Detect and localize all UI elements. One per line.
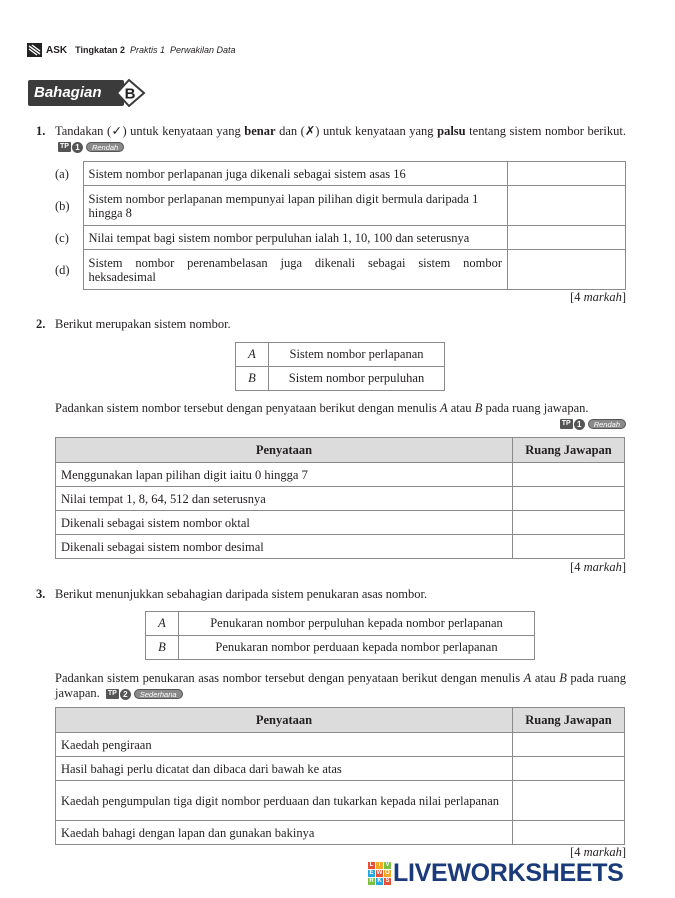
q3-number: 3. xyxy=(36,587,46,601)
q3-option-key: B xyxy=(146,636,179,660)
q3-answer-cell[interactable] xyxy=(513,757,625,781)
q3-row-text: Kaedah bahagi dengan lapan dan gunakan bakinya xyxy=(56,821,513,845)
q2-table xyxy=(55,437,625,559)
q1-answer-cell[interactable] xyxy=(508,250,626,290)
q1-row xyxy=(55,250,626,290)
section-word: Bahagian xyxy=(34,84,102,101)
q3-table xyxy=(55,707,625,845)
q1-table xyxy=(55,161,626,290)
q2-row-text: Menggunakan lapan pilihan digit iaitu 0 hingga 7 xyxy=(56,463,513,487)
q2-row xyxy=(56,463,625,487)
q1-row-text: Sistem nombor perlapanan mempunyai lapan pilihan digit bermula daripada 1 hingga 8 xyxy=(83,186,508,226)
q2-marks: [4 markah] xyxy=(570,560,626,574)
q3-option-row xyxy=(146,612,535,636)
q3-row xyxy=(56,821,625,845)
q3-option-key: A xyxy=(146,612,179,636)
section-letter-badge xyxy=(116,79,146,107)
q2-row-text: Dikenali sebagai sistem nombor desimal xyxy=(56,535,513,559)
q1-row xyxy=(55,162,626,186)
q1-answer-cell[interactable] xyxy=(508,162,626,186)
q3-intro: Berikut menunjukkan sebahagian daripada sistem penukaran asas nombor. xyxy=(55,587,428,601)
q1-row-text: Sistem nombor perlapanan juga dikenali sebagai sistem asas 16 xyxy=(83,162,508,186)
section-letter: B xyxy=(124,85,136,103)
q3-options-table xyxy=(145,611,535,660)
q3-option-row xyxy=(146,636,535,660)
q2-row xyxy=(56,535,625,559)
q2-answer-cell[interactable] xyxy=(513,463,625,487)
tp1-tag: TP 1 Rendah xyxy=(58,142,124,153)
watermark-text: LIVEWORKSHEETS xyxy=(393,859,624,887)
q3-marks: [4 markah] xyxy=(570,845,626,859)
q2-col-statement: Penyataan xyxy=(56,438,513,463)
q1-intro: Tandakan (✓) untuk kenyataan yang benar dan (✗) untuk kenyataan yang palsu tentang sistem nombor berikut. TP 1 Rendah xyxy=(55,124,626,153)
q3-row xyxy=(56,757,625,781)
q3-row xyxy=(56,733,625,757)
q3-col-statement: Penyataan xyxy=(56,708,513,733)
topic-label: Perwakilan Data xyxy=(170,45,236,55)
q2-option-value: Sistem nombor perpuluhan xyxy=(269,367,445,391)
page-header xyxy=(27,43,241,57)
q1-answer-cell[interactable] xyxy=(508,186,626,226)
q1-row-label: (d) xyxy=(55,262,70,277)
section-badge xyxy=(28,80,146,106)
q2-intro: Berikut merupakan sistem nombor. xyxy=(55,317,231,331)
level-label: Tingkatan 2 xyxy=(75,45,125,55)
q3-row-text: Kaedah pengiraan xyxy=(56,733,513,757)
q2-option-row xyxy=(236,367,445,391)
q3-answer-cell[interactable] xyxy=(513,733,625,757)
brand-label: ASK xyxy=(46,44,68,56)
q3-option-value: Penukaran nombor perpuluhan kepada nombor perlapanan xyxy=(179,612,535,636)
q3-option-value: Penukaran nombor perduaan kepada nombor perlapanan xyxy=(179,636,535,660)
q3-col-answer: Ruang Jawapan xyxy=(513,708,625,733)
q1-row-label: (b) xyxy=(55,198,70,213)
q1-row-text: Nilai tempat bagi sistem nombor perpuluhan ialah 1, 10, 100 dan seterusnya xyxy=(83,226,508,250)
q1-number: 1. xyxy=(36,124,46,138)
q2-instruction: Padankan sistem nombor tersebut dengan penyataan berikut dengan menulis A atau B pada ruang jawapan. xyxy=(55,401,589,415)
q2-header-row xyxy=(56,438,625,463)
q2-col-answer: Ruang Jawapan xyxy=(513,438,625,463)
liveworksheets-logo xyxy=(368,859,624,888)
q2-answer-cell[interactable] xyxy=(513,535,625,559)
q2-row-text: Dikenali sebagai sistem nombor oktal xyxy=(56,511,513,535)
q1-row xyxy=(55,226,626,250)
logo-grid-icon: L I V E W O R K S xyxy=(369,862,390,884)
q2-row-text: Nilai tempat 1, 8, 64, 512 dan seterusnya xyxy=(56,487,513,511)
tp2-tag: TP 2 Sederhana xyxy=(106,689,183,700)
q1-row-text: Sistem nombor perenambelasan juga dikenali sebagai sistem nombor heksadesimal xyxy=(83,250,508,290)
q1-row-label: (c) xyxy=(55,230,69,245)
q1-marks: [4 markah] xyxy=(570,290,626,304)
q1-row xyxy=(55,186,626,226)
q1-answer-cell[interactable] xyxy=(508,226,626,250)
q3-row-text: Hasil bahagi perlu dicatat dan dibaca dari bawah ke atas xyxy=(56,757,513,781)
q3-answer-cell[interactable] xyxy=(513,781,625,821)
practice-label: Praktis 1 xyxy=(129,45,165,55)
tp1-tag-q2: TP 1 Rendah xyxy=(560,416,626,431)
q3-header-row xyxy=(56,708,625,733)
q3-row-text: Kaedah pengumpulan tiga digit nombor perduaan dan tukarkan kepada nilai perlapanan xyxy=(56,781,513,821)
q2-answer-cell[interactable] xyxy=(513,511,625,535)
q2-option-row xyxy=(236,343,445,367)
q3-answer-cell[interactable] xyxy=(513,821,625,845)
q2-option-key: B xyxy=(236,367,269,391)
q1-row-label: (a) xyxy=(55,166,69,181)
q3-row xyxy=(56,781,625,821)
book-logo-icon xyxy=(27,43,42,57)
q3-instruction: Padankan sistem penukaran asas nombor tersebut dengan penyataan berikut dengan menulis A atau B pada ruang jawapan. TP 2 Sederhana xyxy=(55,671,626,700)
q2-answer-cell[interactable] xyxy=(513,487,625,511)
q2-row xyxy=(56,511,625,535)
q2-options-table xyxy=(235,342,445,391)
q2-option-key: A xyxy=(236,343,269,367)
q2-option-value: Sistem nombor perlapanan xyxy=(269,343,445,367)
q2-number: 2. xyxy=(36,317,46,331)
q2-row xyxy=(56,487,625,511)
